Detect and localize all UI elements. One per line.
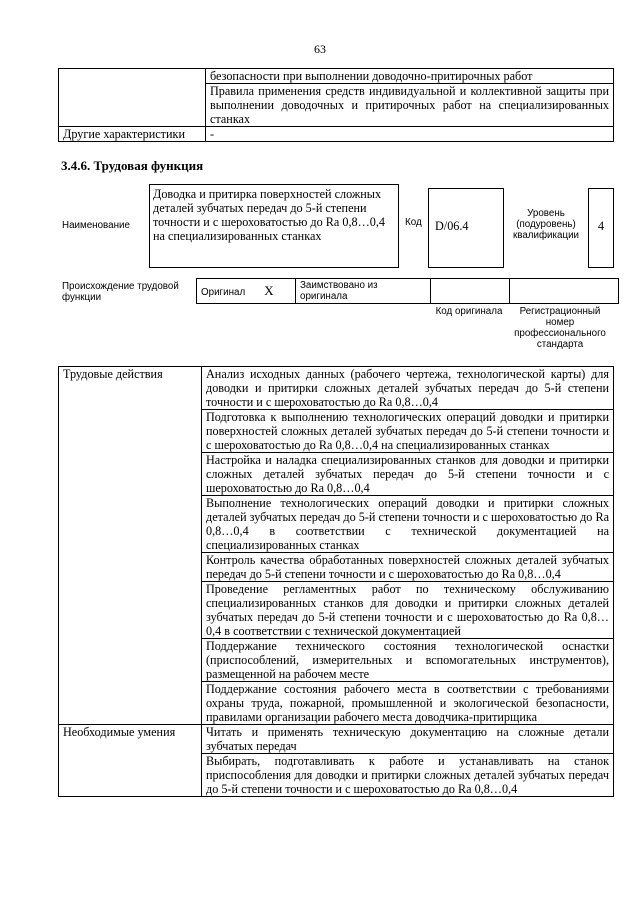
labor-action: Подготовка к выполнению технологических операций доводки и притирки поверхностей сложных деталей зубчатых передач до 5-й степени точности и с шероховатостью до Ra 0,8…0,4 на специализированных станках [202, 410, 614, 453]
page-number: 63 [314, 42, 326, 56]
code-value: D/06.4 [435, 219, 469, 233]
labor-action: Проведение регламентных работ по техническому обслуживанию специализированных станков для доводки и притирки сложных деталей зубчатых передач до 5-й степени точности и с шероховатостью до Ra 0,8…0,4 в соответствии с технической документацией [202, 582, 614, 639]
skill-item: Выбирать, подготавливать к работе и устанавливать на станок приспособления для доводки и притирки сложных деталей зубчатых передач до 5-й степени точности и с шероховатостью до Ra 0,8…0,4 [202, 754, 614, 797]
skills-label: Необходимые умения [59, 725, 202, 797]
level-value: 4 [597, 219, 605, 233]
origin-label: Происхождение трудовой функции [62, 281, 179, 303]
origin-table [196, 278, 619, 304]
labor-action: Выполнение технологических операций доводки и притирки сложных деталей зубчатых передач до 5-й степени точности и с шероховатостью до Ra 0,8…0,4 в соответствии с технической документацией на специализированных станках [202, 496, 614, 553]
labor-action: Анализ исходных данных (рабочего чертежа, технологической карты) для доводки и притирки сложных деталей зубчатых передач до 5-й степени точности и с шероховатостью до Ra 0,8…0,4 [202, 367, 614, 410]
original-mark: X [264, 283, 274, 298]
top-table-cell: безопасности при выполнении доводочно-притирочных работ [206, 69, 614, 84]
code-label: Код [405, 217, 422, 228]
level-box [588, 188, 614, 268]
labor-action: Контроль качества обработанных поверхностей сложных деталей зубчатых передач до 5-й степени точности и с шероховатостью до Ra 0,8…0,4 [202, 553, 614, 582]
original-cell [197, 279, 296, 304]
table-row [59, 367, 614, 410]
top-table-cell: Правила применения средств индивидуальной и коллективной защиты при выполнении доводочных и притирочных работ на специализированных станках [206, 84, 614, 127]
original-label: Оригинал [201, 287, 246, 298]
skill-item: Читать и применять техническую документацию на сложные детали зубчатых передач [202, 725, 614, 754]
top-table-label-cell [59, 69, 206, 127]
table-row [59, 127, 614, 142]
other-characteristics-value: - [206, 127, 614, 142]
reg-number-caption: Регистрационный номер профессионального стандарта [514, 306, 606, 350]
other-characteristics-label: Другие характеристики [59, 127, 206, 142]
table-row [59, 69, 614, 84]
function-name: Доводка и притирка поверхностей сложных деталей зубчатых передач до 5-й степени точности и с шероховатостью до Ra 0,8…0,4 на специализированных станках [149, 184, 399, 268]
section-title: 3.4.6. Трудовая функция [61, 158, 204, 173]
name-label: Наименование [62, 220, 130, 231]
table-row [59, 725, 614, 754]
code-original-caption: Код оригинала [435, 306, 503, 317]
table-row [197, 279, 619, 304]
top-table [58, 68, 614, 142]
labor-action: Поддержание технического состояния технологической оснастки (приспособлений, измерительных и вспомогательных инструментов), размещенной на рабочем месте [202, 639, 614, 682]
labor-action: Поддержание состояния рабочего места в соответствии с требованиями охраны труда, пожарной, промышленной и экологической безопасности, правилами организации рабочего места доводчика-притирщика [202, 682, 614, 725]
level-label: Уровень (подуровень) квалификации [512, 208, 580, 241]
code-box [428, 188, 504, 268]
borrowed-label: Заимствовано из оригинала [296, 279, 431, 304]
labor-action: Настройка и наладка специализированных станков для доводки и притирки сложных деталей зубчатых передач до 5-й степени точности и с шероховатостью до Ra 0,8…0,4 [202, 453, 614, 496]
origin-code-cell [431, 279, 510, 304]
main-table [58, 366, 614, 797]
labor-actions-label: Трудовые действия [59, 367, 202, 725]
origin-reg-cell [510, 279, 619, 304]
